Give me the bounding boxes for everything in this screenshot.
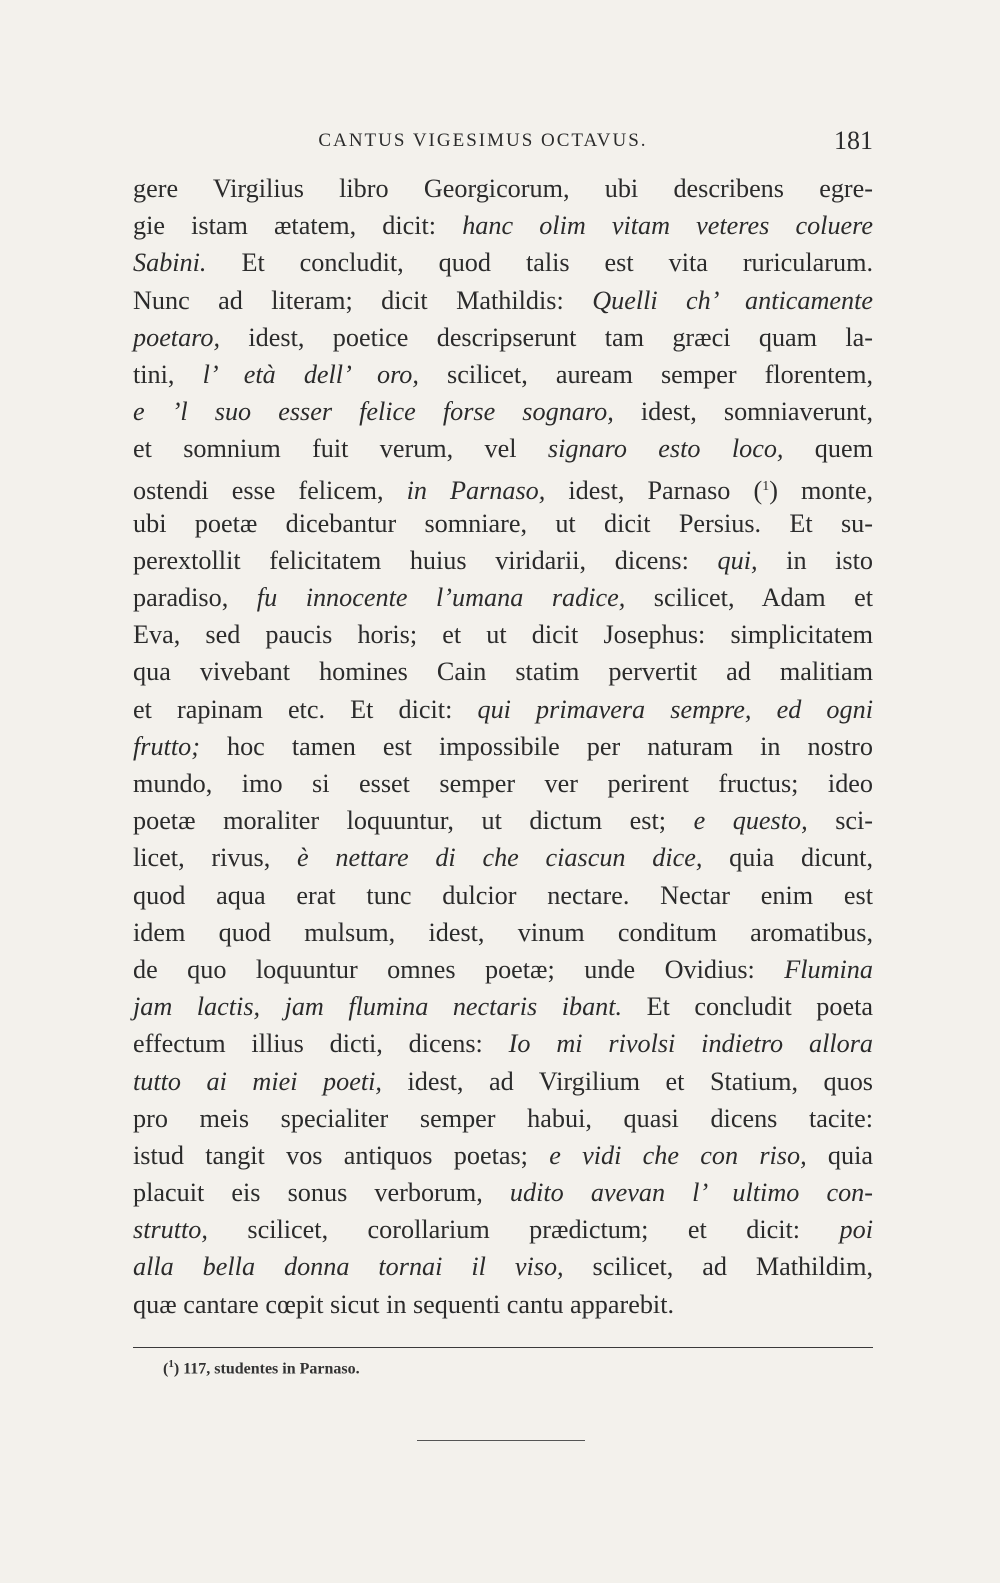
italic-segment: poetaro,	[133, 322, 221, 352]
text-line	[133, 1063, 873, 1100]
text-line	[133, 914, 873, 951]
text-segment: perextollit felicitatem huius viridarii, dicens:	[133, 545, 718, 575]
text-segment: idem quod mulsum, idest, vinum conditum aromatibus,	[133, 917, 873, 947]
text-line	[133, 728, 873, 765]
text-segment: scilicet, ad Mathildim,	[563, 1252, 873, 1282]
text-line	[133, 1137, 873, 1174]
text-segment: Et concludit, quod talis est vita ruricularum.	[206, 248, 873, 278]
italic-segment: fu innocente l’umana radice,	[256, 583, 626, 613]
italic-segment: e vidi che con riso,	[549, 1140, 807, 1170]
text-line	[133, 691, 873, 728]
text-segment: effectum illius dicti, dicens:	[133, 1029, 509, 1059]
text-segment: tini,	[133, 359, 203, 389]
text-line	[133, 653, 873, 690]
text-segment: placuit eis sonus verborum,	[133, 1178, 510, 1208]
text-segment: scilicet, corollarium prædictum; et dicit:	[207, 1215, 840, 1245]
text-line	[133, 430, 873, 467]
text-segment: idest, ad Virgilium et Statium, quos	[381, 1066, 873, 1096]
text-line	[133, 1174, 873, 1211]
text-segment: istud tangit vos antiquos poetas;	[133, 1140, 550, 1170]
text-segment: ostendi esse felicem,	[133, 475, 407, 505]
italic-segment: è nettare di che ciascun dice,	[297, 843, 703, 873]
text-segment: quia	[806, 1140, 873, 1170]
italic-segment: in Parnaso,	[406, 475, 546, 505]
text-segment: idest, somniaverunt,	[613, 397, 873, 427]
text-line	[133, 170, 873, 207]
italic-segment: jam lactis, jam flumina nectaris ibant.	[133, 992, 623, 1022]
footnote-text: 117, studentes in Parnaso.	[183, 1360, 360, 1378]
text-segment: sci-	[807, 806, 874, 836]
italic-segment: qui primavera sempre, ed ogni	[477, 694, 873, 724]
bottom-rule	[417, 1440, 585, 1441]
text-line	[133, 1248, 873, 1285]
text-segment: quod aqua erat tunc dulcior nectare. Nectar enim est	[133, 880, 873, 910]
running-title: CANTUS VIGESIMUS OCTAVUS.	[318, 130, 648, 151]
body-text	[133, 170, 873, 1323]
text-segment: mundo, imo si esset semper ver perirent fructus; ideo	[133, 769, 873, 798]
text-line	[133, 765, 873, 802]
text-line	[133, 319, 873, 356]
text-segment: pro meis specialiter semper habui, quasi dicens tacite:	[133, 1103, 873, 1133]
text-segment: de quo loquuntur omnes poetæ; unde Ovidius:	[133, 954, 785, 984]
text-line	[133, 1025, 873, 1062]
text-line	[133, 244, 873, 281]
italic-segment: signaro esto loco,	[547, 434, 784, 464]
text-segment: quia dicunt,	[702, 843, 874, 873]
text-segment: scilicet, Adam et	[625, 583, 873, 613]
text-segment: idest, poetice descripserunt tam græci quam la-	[220, 322, 873, 352]
footnote-rule	[133, 1347, 873, 1348]
text-segment: poetæ moraliter loquuntur, ut dictum est;	[133, 806, 694, 836]
italic-segment: l’ età dell’ oro,	[202, 359, 419, 389]
italic-segment: e questo,	[693, 806, 808, 836]
text-segment: quem	[783, 434, 873, 464]
text-segment: scilicet, auream semper florentem,	[418, 359, 874, 389]
text-line	[133, 356, 873, 393]
text-segment: gere Virgilius libro Georgicorum, ubi describens egre-	[133, 174, 873, 203]
text-segment: quæ cantare cœpit sicut in sequenti cantu apparebit.	[133, 1289, 675, 1319]
text-segment: licet, rivus,	[133, 843, 298, 873]
text-line	[133, 207, 873, 244]
text-segment: ) monte,	[769, 475, 874, 505]
text-line	[133, 1286, 873, 1323]
text-line	[133, 877, 873, 914]
text-line	[133, 505, 873, 542]
italic-segment: Flumina	[784, 954, 873, 984]
text-segment: Nunc ad literam; dicit Mathildis:	[133, 285, 593, 315]
italic-segment: tutto ai miei poeti,	[133, 1066, 382, 1096]
text-segment: in isto	[757, 545, 873, 575]
footnote: ($^1$) 117, studentes in Parnaso.	[163, 1358, 360, 1378]
text-line	[133, 988, 873, 1025]
text-segment: Eva, sed paucis horis; et ut dicit Josephus: simplicitatem	[133, 620, 873, 650]
italic-segment: frutto;	[133, 731, 200, 761]
page-number: 181	[834, 126, 873, 155]
text-line	[133, 839, 873, 876]
text-line	[133, 542, 873, 579]
italic-segment: Io mi rivolsi indietro allora	[508, 1029, 874, 1059]
italic-segment: alla bella donna tornai il viso,	[133, 1252, 564, 1282]
footnote-marker: 1	[168, 1358, 174, 1370]
text-line	[133, 951, 873, 988]
text-segment: et rapinam etc. Et dicit:	[133, 694, 478, 724]
text-line	[133, 1100, 873, 1137]
text-line	[133, 802, 873, 839]
italic-segment: strutto,	[133, 1215, 208, 1245]
text-segment: Et concludit poeta	[622, 992, 873, 1022]
italic-segment: e ’l suo esser felice forse sognaro,	[133, 397, 614, 427]
footnote-ref: 1	[762, 478, 770, 494]
italic-segment: poi	[839, 1215, 873, 1245]
text-segment: gie istam ætatem, dicit:	[133, 211, 463, 241]
text-line	[133, 616, 873, 653]
text-segment: ubi poetæ dicebantur somniare, ut dicit Persius. Et su-	[133, 508, 873, 538]
italic-segment: Quelli ch’ anticamente	[592, 285, 873, 315]
text-line	[133, 282, 873, 319]
italic-segment: hanc olim vitam veteres coluere	[462, 211, 874, 241]
text-segment: paradiso,	[133, 583, 257, 613]
text-line	[133, 393, 873, 430]
italic-segment: Sabini.	[133, 248, 207, 278]
italic-segment: udito avevan l’ ultimo con-	[509, 1178, 873, 1208]
text-segment: idest, Parnaso (	[545, 475, 763, 505]
text-line	[133, 579, 873, 616]
text-line	[133, 468, 873, 505]
italic-segment: qui,	[717, 545, 758, 575]
text-line	[133, 1211, 873, 1248]
running-head	[133, 126, 873, 160]
text-segment: et somnium fuit verum, vel	[133, 434, 548, 464]
text-segment: hoc tamen est impossibile per naturam in nostro	[199, 731, 873, 761]
text-segment: qua vivebant homines Cain statim pervertit ad malitiam	[133, 657, 873, 687]
